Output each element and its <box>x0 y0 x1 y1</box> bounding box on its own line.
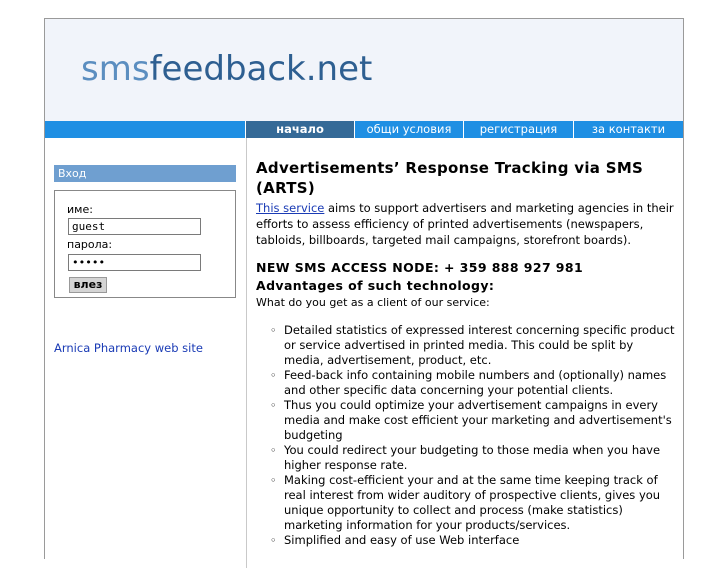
username-input[interactable]: guest <box>68 218 201 235</box>
list-item: ◦ You could redirect your budgeting to those media when you have higher response rate. <box>284 443 676 473</box>
page-title: Advertisements’ Response Tracking via SMS (ARTS) <box>256 159 644 197</box>
main-content <box>246 138 684 568</box>
list-item: ◦ Making cost-efficient your and at the same time keeping track of real interest from wider auditory of prospective clients, gives you unique opportunity to collect and process (make statistics) marketing information for your products/services. <box>284 473 676 533</box>
site-header <box>45 19 683 121</box>
advantages-list <box>256 323 676 548</box>
access-node-line: NEW SMS ACCESS NODE: + 359 888 927 981 <box>256 260 584 275</box>
logo-domain: feedback.net <box>149 49 373 89</box>
client-question: What do you get as a client of our service: <box>256 296 490 309</box>
site-logo[interactable] <box>81 49 372 89</box>
login-heading: Вход <box>54 165 236 182</box>
intro-text: aims to support advertisers and marketing agencies in their efforts to assess efficiency of printed advertisements (newspapers, tabloids, billboards, targeted mail campaigns, storefront boards). <box>256 201 674 247</box>
list-item: ◦ Feed-back info containing mobile numbers and (optionally) names and other specific data concerning your potential clients. <box>284 368 676 398</box>
list-item: ◦ Simplified and easy of use Web interface <box>284 533 676 548</box>
list-item: ◦ Detailed statistics of expressed interest concerning specific product or service advertised in printed media. This could be split by media, advertisement, product, etc. <box>284 323 676 368</box>
intro-paragraph <box>256 200 680 248</box>
logo-sms: sms <box>81 49 150 89</box>
nav-bar <box>45 121 683 138</box>
page-frame <box>44 18 684 559</box>
access-heading <box>256 259 680 295</box>
username-label: име: <box>67 203 93 216</box>
nav-bar-spacer <box>45 121 246 138</box>
login-button[interactable]: влез <box>69 277 107 293</box>
pharmacy-link[interactable]: Arnica Pharmacy web site <box>54 341 203 355</box>
sidebar <box>45 138 245 568</box>
service-link[interactable]: This service <box>256 201 325 215</box>
password-input[interactable]: ••••• <box>68 254 201 271</box>
nav-item-home[interactable]: начало <box>246 121 355 138</box>
nav-item-contacts[interactable]: за контакти <box>591 122 666 136</box>
advantages-heading: Advantages of such technology: <box>256 278 495 293</box>
nav-item-register[interactable]: регистрация <box>464 121 574 138</box>
password-label: парола: <box>67 238 113 251</box>
list-item: ◦ Thus you could optimize your advertisement campaigns in every media and make cost efficient your marketing and advertisement's budgeting <box>284 398 676 443</box>
nav-item-terms[interactable]: общи условия <box>355 121 464 138</box>
login-form <box>54 190 236 298</box>
